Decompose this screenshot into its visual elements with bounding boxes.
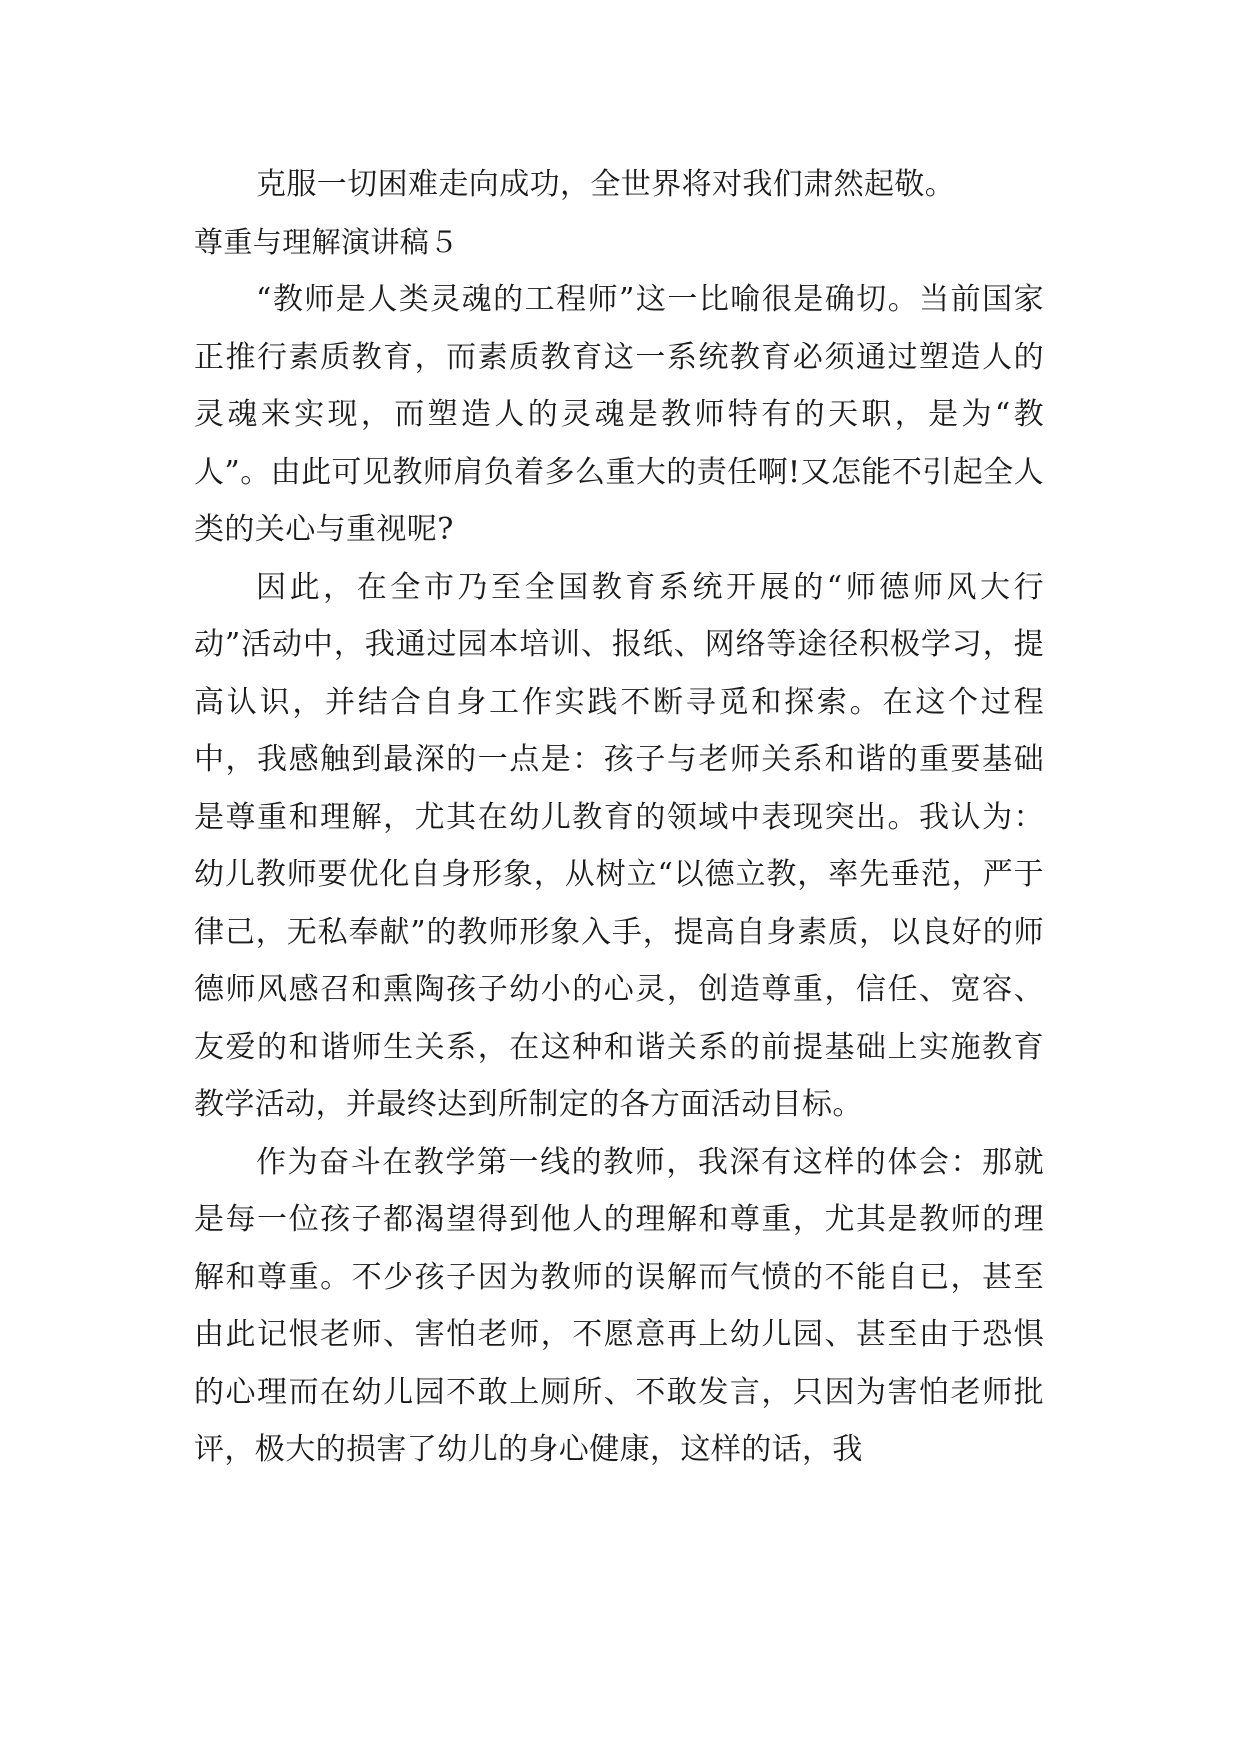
paragraph-frontline-experience: 作为奋斗在教学第一线的教师，我深有这样的体会：那就是每一位孩子都渴望得到他人的理解和尊重，尤其是教师的理解和尊重。不少孩子因为教师的误解而气愤的不能自已，甚至由此记恨老师、害怕老师，不愿意再上幼儿园、甚至由于恐惧的心理而在幼儿园不敢上厕所、不敢发言，只因为害怕老师批评，极大的损害了幼儿的身心健康，这样的话，我 <box>194 1144 1044 1467</box>
paragraph-closing-line: 克服一切困难走向成功，全世界将对我们肃然起敬。 <box>256 167 956 202</box>
document-body <box>194 156 1044 1479</box>
paragraph-teacher-ethics-campaign: 因此，在全市乃至全国教育系统开展的“师德师风大行动”活动中，我通过园本培训、报纸、网络等途径积极学习，提高认识，并结合自身工作实践不断寻觅和探索。在这个过程中，我感触到最深的一点是：孩子与老师关系和谐的重要基础是尊重和理解，尤其在幼儿教育的领域中表现突出。我认为：幼儿教师要优化自身形象，从树立“以德立教，率先垂范，严于律己，无私奉献”的教师形象入手，提高自身素质，以良好的师德师风感召和熏陶孩子幼小的心灵，创造尊重，信任、宽容、友爱的和谐师生关系，在这种和谐关系的前提基础上实施教育教学活动，并最终达到所制定的各方面活动目标。 <box>194 569 1044 1122</box>
paragraph-teacher-metaphor: “教师是人类灵魂的工程师”这一比喻很是确切。当前国家正推行素质教育，而素质教育这一系统教育必须通过塑造人的灵魂来实现，而塑造人的灵魂是教师特有的天职，是为“教人”。由此可见教师肩负着多么重大的责任啊!又怎能不引起全人类的关心与重视呢? <box>194 282 1044 547</box>
section-heading: 尊重与理解演讲稿５ <box>194 224 459 259</box>
